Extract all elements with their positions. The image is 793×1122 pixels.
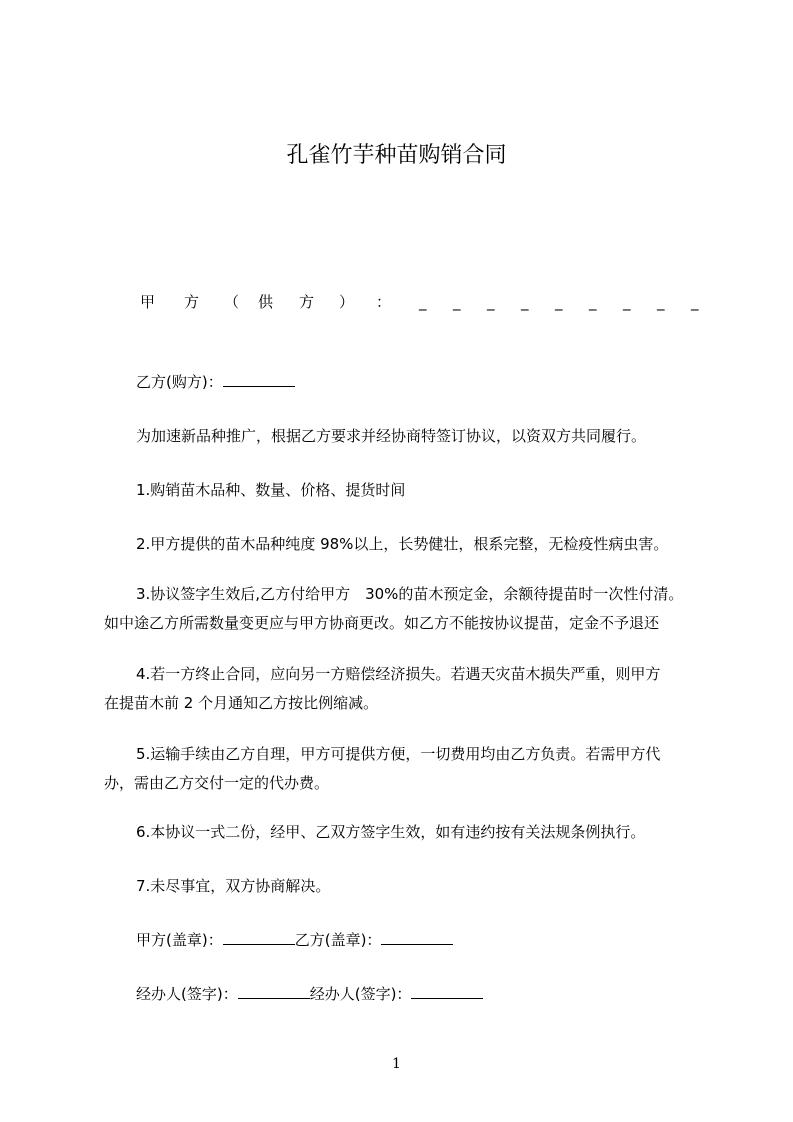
party-a-blank: _ bbox=[487, 293, 495, 311]
party-a-char: ） bbox=[339, 293, 355, 311]
party-a-blank: _ bbox=[521, 293, 529, 311]
clause-5-line-1: 5.运输手续由乙方自理，甲方可提供方便，一切费用均由乙方负责。若需甲方代 bbox=[136, 745, 661, 763]
clause-6: 6.本协议一式二份，经甲、乙双方签字生效，如有违约按有关法规条例执行。 bbox=[136, 823, 646, 841]
seal-a-blank bbox=[223, 929, 295, 945]
seal-line bbox=[104, 928, 736, 952]
party-a-blank: _ bbox=[453, 293, 461, 311]
party-a-blank: _ bbox=[657, 293, 665, 311]
clause-4-line-2: 在提苗木前 2 个月通知乙方按比例缩减。 bbox=[104, 694, 379, 712]
agent-a-blank bbox=[238, 983, 310, 999]
clause-3 bbox=[104, 580, 704, 638]
clause-2: 2.甲方提供的苗木品种纯度 98%以上，长势健壮，根系完整，无检疫性病虫害。 bbox=[136, 535, 669, 553]
clause-5 bbox=[104, 740, 704, 798]
clause-7: 7.未尽事宜，双方协商解决。 bbox=[136, 877, 331, 895]
page-number: 1 bbox=[392, 1056, 401, 1072]
intro-paragraph: 为加速新品种推广，根据乙方要求并经协商特签订协议，以资双方共同履行。 bbox=[136, 427, 647, 445]
party-a-char: （ bbox=[224, 293, 240, 311]
party-b-label: 乙方(购方)： bbox=[136, 373, 223, 391]
party-a-blank: _ bbox=[691, 293, 699, 311]
clause-3-line-2: 如中途乙方所需数量变更应与甲方协商更改。如乙方不能按协议提苗，定金不予退还 bbox=[104, 614, 660, 632]
party-a-char: 方 bbox=[299, 293, 315, 311]
seal-a-label: 甲方(盖章)： bbox=[136, 931, 223, 949]
seal-b-blank bbox=[381, 929, 453, 945]
agent-line bbox=[104, 982, 736, 1006]
clause-4-line-1: 4.若一方终止合同，应向另一方赔偿经济损失。若遇天灾苗木损失严重，则甲方 bbox=[136, 665, 661, 683]
seal-b-label: 乙方(盖章)： bbox=[294, 931, 382, 949]
party-a-char: ： bbox=[376, 293, 392, 311]
document-title: 孔雀竹芋种苗购销合同 bbox=[286, 143, 507, 168]
party-a-char: 方 bbox=[184, 293, 200, 311]
party-a-blank: _ bbox=[589, 293, 597, 311]
party-a-line bbox=[140, 290, 705, 314]
agent-a-label: 经办人(签字)： bbox=[136, 985, 238, 1003]
party-a-blank: _ bbox=[555, 293, 563, 311]
party-b-line bbox=[104, 370, 736, 394]
party-a-blank: _ bbox=[419, 293, 427, 311]
party-b-blank bbox=[223, 371, 295, 387]
clause-3-line-1: 3.协议签字生效后,乙方付给甲方 30%的苗木预定金，余额待提苗时一次性付清。 bbox=[136, 585, 684, 603]
clause-1: 1.购销苗木品种、数量、价格、提货时间 bbox=[136, 481, 406, 499]
clause-4 bbox=[104, 660, 704, 718]
party-a-char: 甲 bbox=[140, 293, 156, 311]
agent-b-blank bbox=[411, 983, 483, 999]
agent-b-label: 经办人(签字)： bbox=[309, 985, 412, 1003]
party-a-char: 供 bbox=[258, 293, 274, 311]
clause-5-line-2: 办，需由乙方交付一定的代办费。 bbox=[104, 774, 330, 792]
party-a-blank: _ bbox=[623, 293, 631, 311]
